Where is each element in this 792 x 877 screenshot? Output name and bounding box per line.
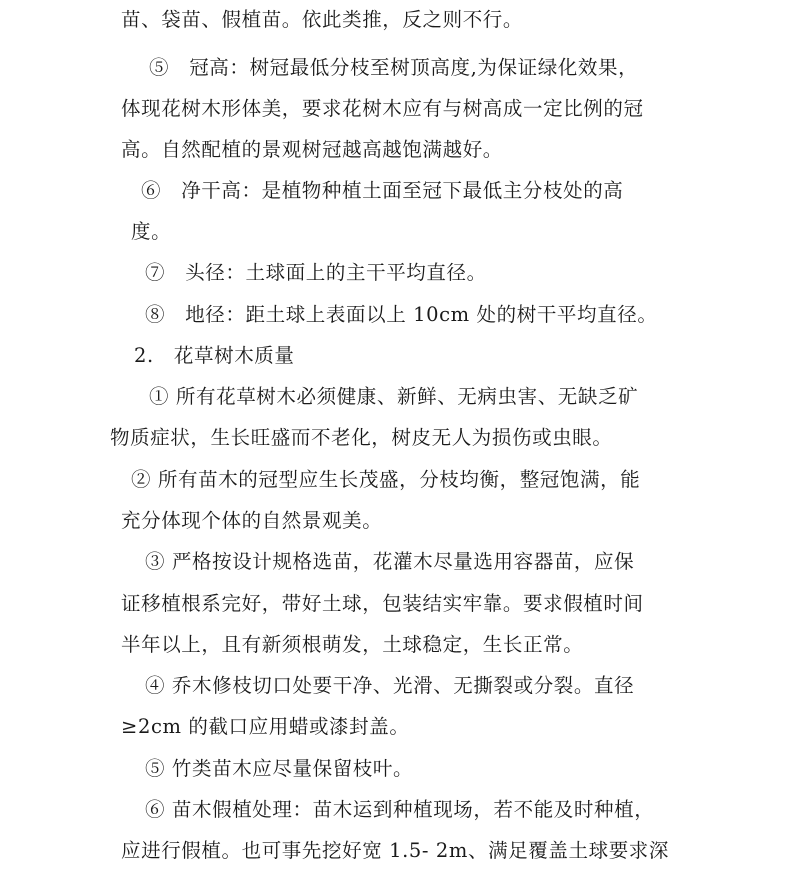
text-line-15: 证移植根系完好，带好土球，包装结实牢靠。要求假植时间	[121, 592, 644, 615]
text-line-4: 高。自然配植的景观树冠越高越饱满越好。	[121, 138, 503, 161]
text-line-14: ③ 严格按设计规格选苗，花灌木尽量选用容器苗，应保	[145, 550, 635, 573]
text-line-1: 苗、袋苗、假植苗。依此类推，反之则不行。	[121, 8, 524, 31]
text-line-16: 半年以上，且有新须根萌发，土球稳定，生长正常。	[121, 633, 584, 656]
text-line-5: ⑥ 净干高：是植物种植土面至冠下最低主分枝处的高	[141, 179, 624, 202]
text-line-8: ⑧ 地径：距土球上表面以上 10cm 处的树干平均直径。	[145, 303, 658, 326]
text-line-11: 物质症状，生长旺盛而不老化，树皮无人为损伤或虫眼。	[110, 426, 613, 449]
text-line-21: 应进行假植。也可事先挖好宽 1.5- 2m、满足覆盖土球要求深	[121, 839, 669, 862]
text-line-19: ⑤ 竹类苗木应尽量保留枝叶。	[145, 757, 414, 780]
section-heading: 2. 花草树木质量	[134, 344, 295, 367]
text-line-12: ② 所有苗木的冠型应生长茂盛，分枝均衡，整冠饱满，能	[131, 468, 641, 491]
text-line-20: ⑥ 苗木假植处理：苗木运到种植现场，若不能及时种植，	[145, 798, 655, 821]
text-line-18: ≥2cm 的截口应用蜡或漆封盖。	[121, 715, 410, 738]
text-line-17: ④ 乔木修枝切口处要干净、光滑、无撕裂或分裂。直径	[145, 674, 635, 697]
text-line-13: 充分体现个体的自然景观美。	[121, 509, 383, 532]
text-line-2: ⑤ 冠高：树冠最低分枝至树顶高度,为保证绿化效果，	[149, 56, 639, 79]
text-line-3: 体现花树木形体美，要求花树木应有与树高成一定比例的冠	[121, 97, 644, 120]
text-line-10: ① 所有花草树木必须健康、新鲜、无病虫害、无缺乏矿	[149, 385, 639, 408]
text-line-6: 度。	[131, 220, 172, 243]
text-line-7: ⑦ 头径：土球面上的主干平均直径。	[145, 261, 487, 284]
